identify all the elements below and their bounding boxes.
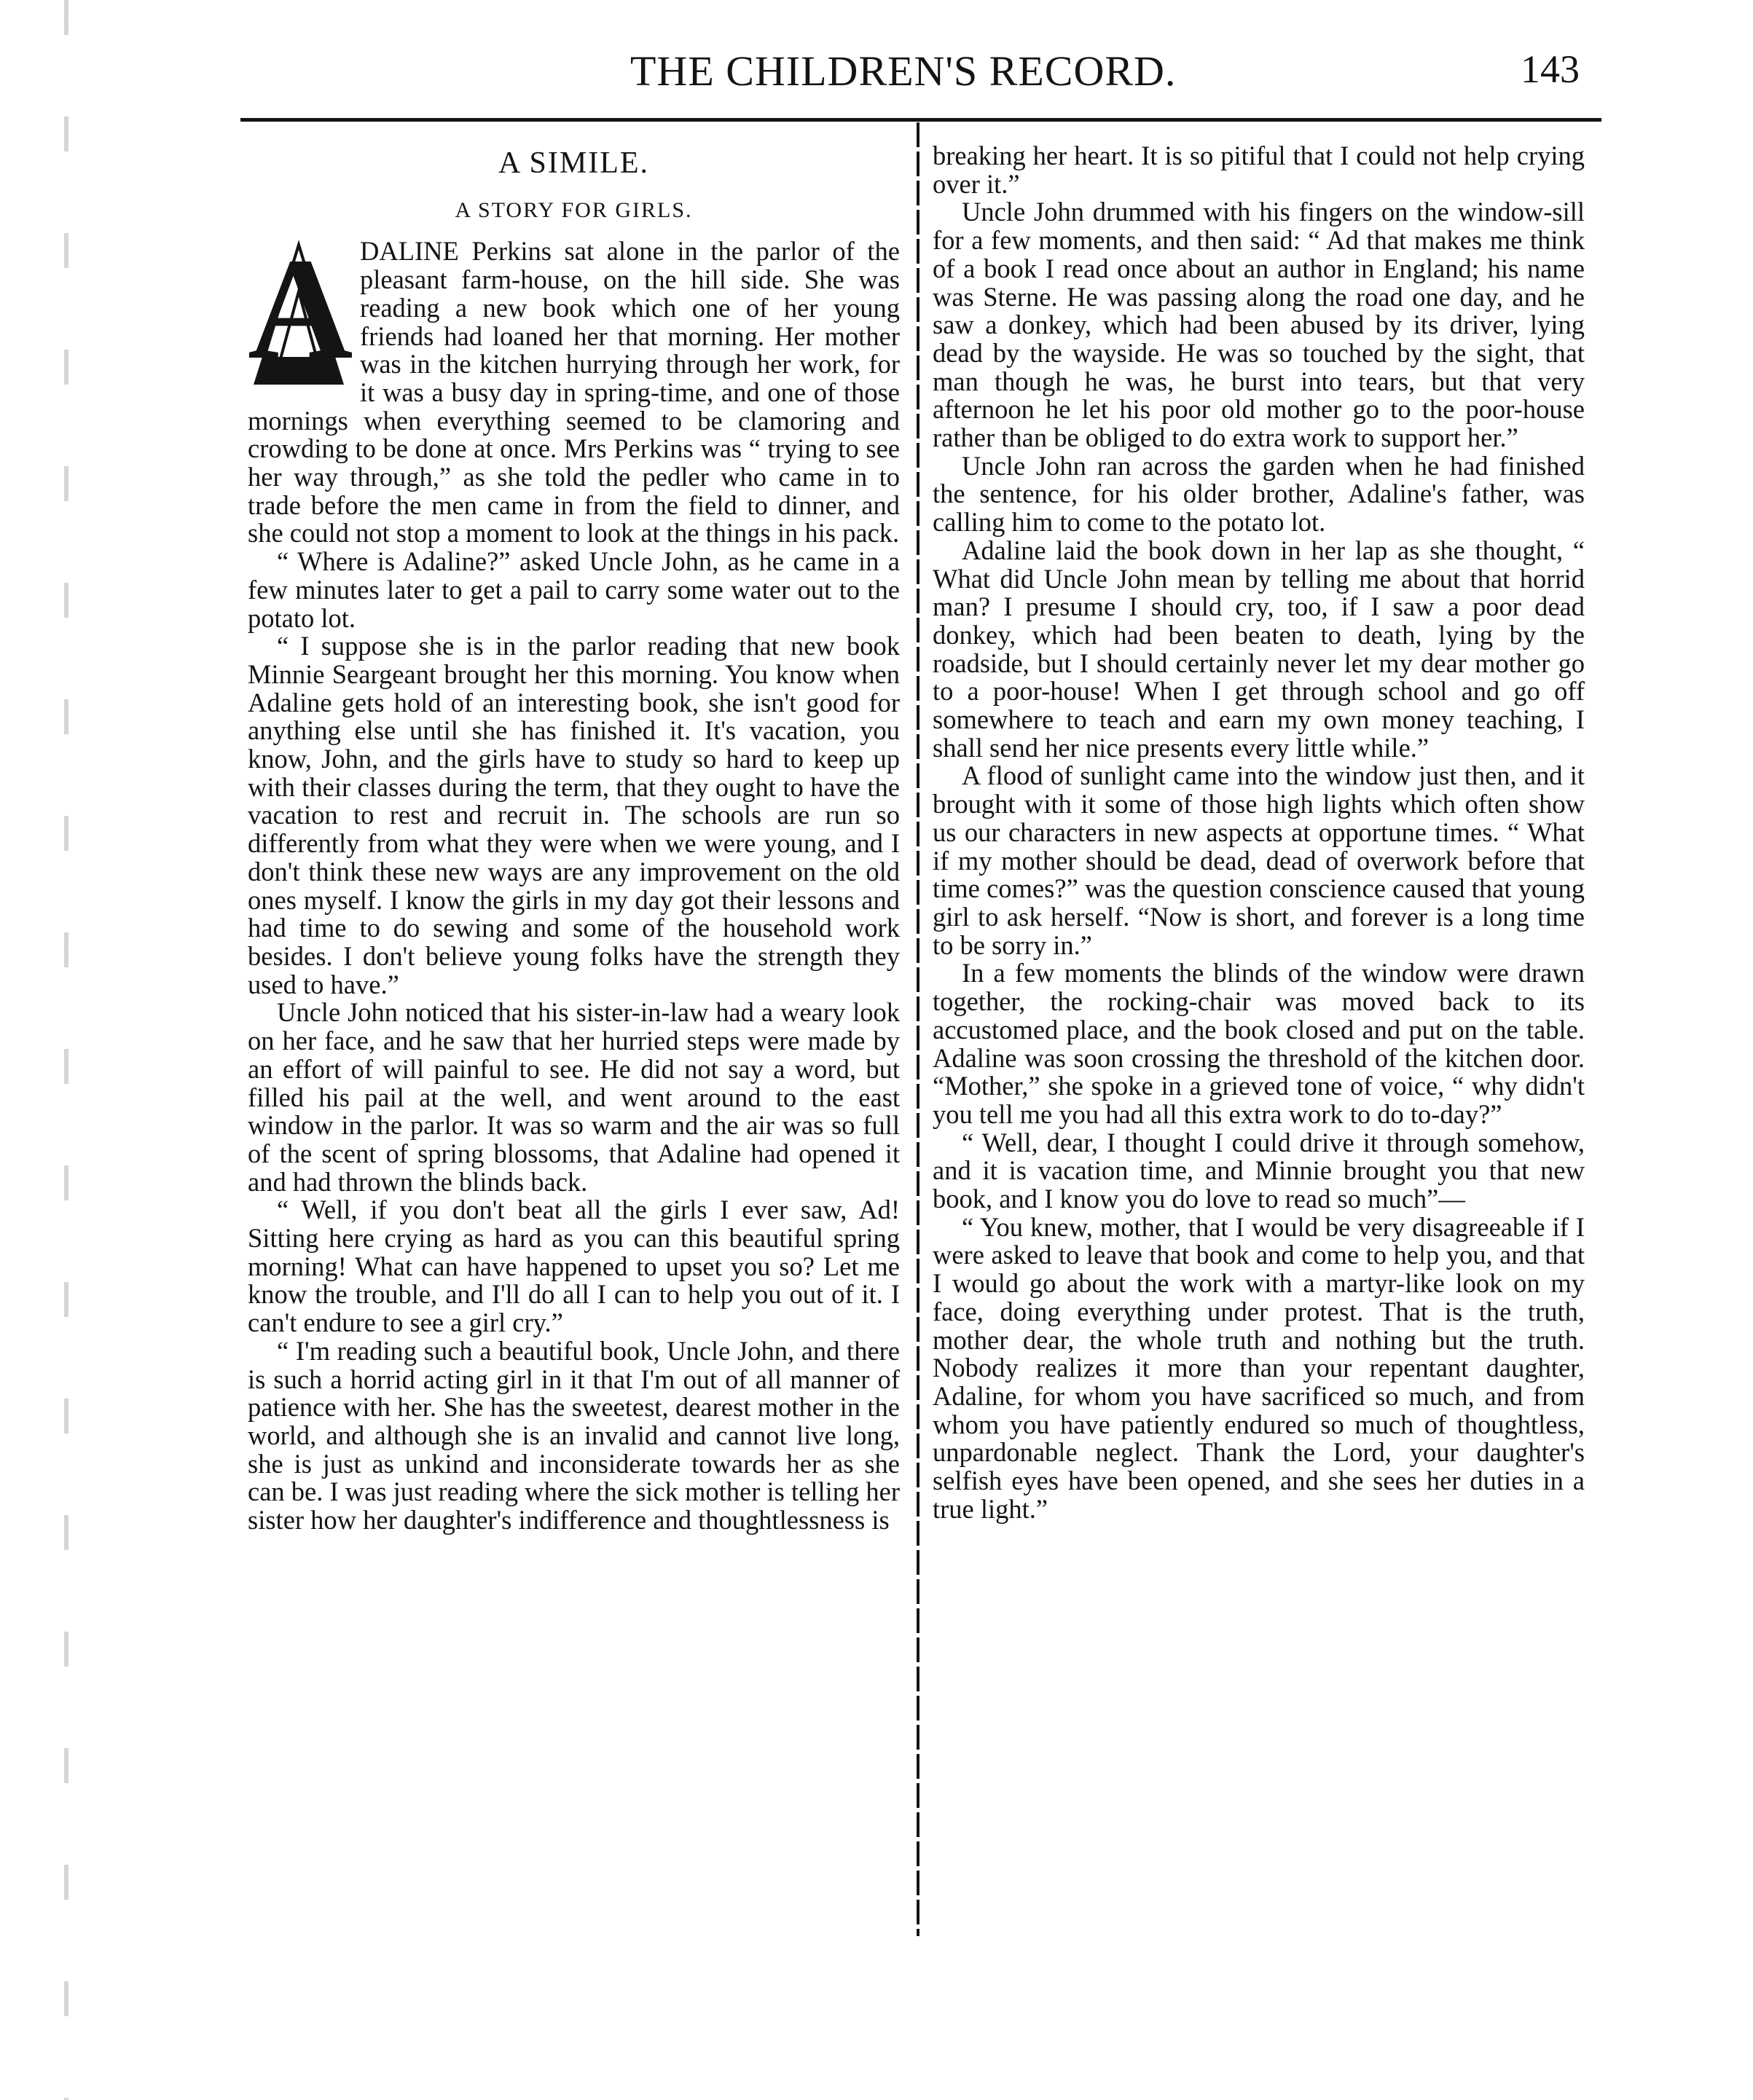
story-paragraph: “ Well, dear, I thought I could drive it through somehow, and it is vacation time, and Minnie brought you that new book, and I know you do love to read so much”— bbox=[933, 1127, 1585, 1214]
margin-scan-marks bbox=[64, 0, 68, 2100]
story-subtitle: A STORY FOR GIRLS. bbox=[455, 197, 693, 222]
story-paragraph: “ I'm reading such a beautiful book, Uncle John, and there is such a horrid acting girl in it that I'm out of all manner of patience with her. She has the sweetest, dearest mother in the world, and although she is an invalid and cannot live long, she is just as unkind and inconsiderate towards her as she can be. I was just reading where the sick mother is telling her sister how her daughter's indifference and thoughtlessness is bbox=[248, 1335, 900, 1535]
journal-title: THE CHILDREN'S RECORD. bbox=[630, 47, 1177, 95]
story-paragraph: “ You knew, mother, that I would be very disagreeable if I were asked to leave that book and come to help you, and that I would go about the work with a martyr-like look on my face, doing everything under protest. That is the truth, mother dear, the whole truth and nothing but the truth. Nobody realizes it more than your repentant daughter, Adaline, for whom you have sacrificed so much, and from whom you have patiently endured so much of thoughtless, unpardonable neglect. Thank the Lord, your daughter's selfish eyes have been opened, and she sees her duties in a true light.” bbox=[933, 1211, 1585, 1524]
right-column bbox=[933, 142, 1585, 1523]
column-divider bbox=[917, 122, 919, 1936]
dropcap-letter: A bbox=[248, 229, 353, 390]
story-paragraph: DALINE Perkins sat alone in the parlor of the pleasant farm-house, on the hill side. She was reading a new book which one of her young friends had loaned her that morning. Her mother was in the kitchen hurrying through her work, for it was a busy day in spring-time, and one of those mornings when everything seemed to be clamoring and crowding to be done at once. Mrs Perkins was “ trying to see her way through,” as she told the pedler who came in to trade before the men came in from the field to dinner, and she could not stop a moment to look at the things in his pack. bbox=[248, 236, 900, 548]
dropcap-ornament bbox=[248, 229, 353, 393]
story-paragraph: Adaline laid the book down in her lap as she thought, “ What did Uncle John mean by telling me about that horrid man? I presume I should cry, too, if I saw a poor dead donkey, which had been beaten to death, lying by the roadside, but I should certainly never let my dear mother go to a poor-house! When I get through school and go off somewhere to teach and earn my own money teaching, I shall send her nice presents every little while.” bbox=[933, 535, 1585, 763]
story-paragraph: In a few moments the blinds of the window were drawn together, the rocking-chair was moved back to its accustomed place, and the book closed and put on the table. Adaline was soon crossing the threshold of the kitchen door. “Mother,” she spoke in a grieved tone of voice, “ why didn't you tell me you had all this extra work to do to-day?” bbox=[933, 958, 1585, 1129]
story-paragraph: “ I suppose she is in the parlor reading that new book Minnie Seargeant brought her this morning. You know when Adaline gets hold of an interesting book, she isn't good for anything else until she has finished it. It's vacation, you know, John, and the girls have to study so hard to keep up with their classes during the term, that they ought to have the vacation to rest and recruit in. The schools are run so differently from what they were when we were young, and I don't think these new ways are any improvement on the old ones myself. I know the girls in my day got their lessons and had time to do sewing and some of the household work besides. I don't believe young folks have the strength they used to have.” bbox=[248, 631, 900, 999]
story-paragraph: “ Well, if you don't beat all the girls I ever saw, Ad! Sitting here crying as hard as you can this beautiful spring morning! What can have happened to upset you so? Let me know the trouble, and I'll do all I can to help you out of it. I can't endure to see a girl cry.” bbox=[248, 1195, 900, 1338]
story-paragraph: Uncle John drummed with his fingers on the window-sill for a few moments, and then said: “ Ad that makes me think of a book I read once about an author in England; his name was Sterne. He was passing along the road one day, and he saw a donkey, which had been abused by its driver, lying dead by the wayside. He was so touched by the sight, that man though he was, he burst into tears, but that very afternoon he let his poor old mother go to the poor-house rather than be obliged to do extra work to support her.” bbox=[933, 197, 1585, 453]
page-number: 143 bbox=[1521, 47, 1580, 91]
header-rule bbox=[240, 118, 1601, 122]
left-column bbox=[248, 142, 900, 1535]
page-header bbox=[240, 36, 1596, 117]
story-paragraph: Uncle John ran across the garden when he had finished the sentence, for his older brother, Adaline's father, was calling him to come to the potato lot. bbox=[933, 450, 1585, 538]
story-paragraph: “ Where is Adaline?” asked Uncle John, as he came in a few minutes later to get a pail to carry some water out to the potato lot. bbox=[248, 546, 900, 633]
story-title: A SIMILE. bbox=[498, 146, 649, 180]
story-paragraph: Uncle John noticed that his sister-in-law had a weary look on her face, and he saw that her hurried steps were made by an effort of will painful to see. He did not say a word, but filled his pail at the well, and went around to the east window in the parlor. It was so warm and the air was so full of the scent of spring blossoms, that Adaline had opened it and had thrown the blinds back. bbox=[248, 997, 900, 1197]
story-paragraph: A flood of sunlight came into the window just then, and it brought with it some of those high lights which often show us our characters in new aspects at opportune times. “ What if my mother should be dead, dead of overwork before that time comes?” was the question conscience caused that young girl to ask herself. “Now is short, and forever is a long time to be sorry in.” bbox=[933, 760, 1585, 960]
story-paragraph: breaking her heart. It is so pitiful that I could not help crying over it.” bbox=[933, 141, 1585, 199]
